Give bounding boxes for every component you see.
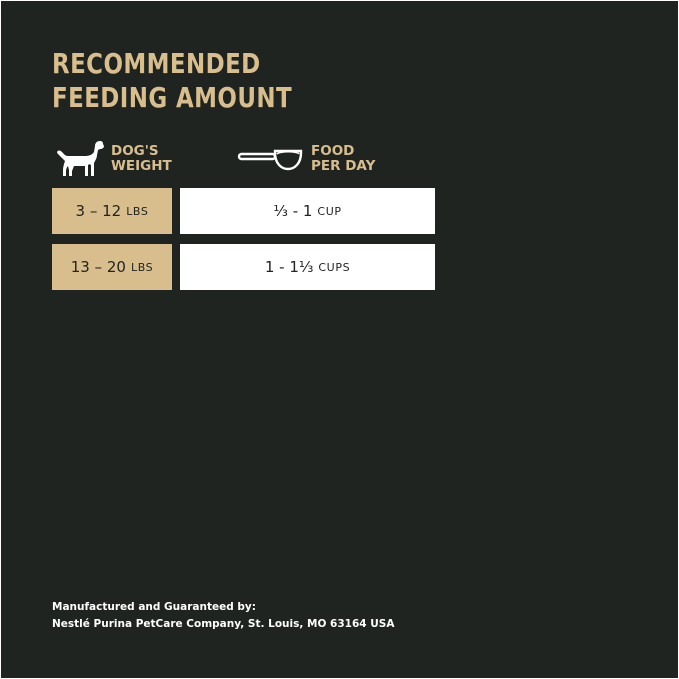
title-line-2: FEEDING AMOUNT: [52, 81, 293, 114]
title-line-1: RECOMMENDED: [52, 47, 261, 80]
food-unit: CUPS: [318, 260, 351, 274]
weight-value: 3 – 12: [75, 202, 122, 220]
footer-line-1: Manufactured and Guaranteed by:: [52, 601, 256, 613]
feeding-row: [52, 244, 435, 290]
weight-value: 13 – 20: [70, 258, 126, 276]
weight-unit: LBS: [126, 204, 149, 218]
weight-unit: LBS: [130, 260, 154, 274]
feeding-panel: [1, 1, 678, 678]
manufacturer-footer: [52, 599, 394, 633]
dog-icon: [55, 140, 105, 178]
food-cell: [180, 244, 435, 290]
measuring-scoop-icon: [237, 145, 305, 173]
food-unit: CUP: [317, 204, 342, 218]
food-column-header: [237, 139, 375, 179]
feeding-row: [52, 188, 435, 234]
weight-cell: [52, 244, 172, 290]
weight-cell: [52, 188, 172, 234]
food-header-label: FOOD PER DAY: [311, 143, 376, 174]
footer-line-2: Nestlé Purina PetCare Company, St. Louis, MO 63164 USA: [52, 618, 395, 630]
food-value: 1 - 1⅓: [264, 258, 314, 276]
weight-header-label: DOG'S WEIGHT: [111, 143, 172, 174]
weight-column-header: [55, 139, 172, 179]
food-cell: [180, 188, 435, 234]
food-value: ⅓ - 1: [273, 202, 313, 220]
page-title: [52, 47, 396, 115]
